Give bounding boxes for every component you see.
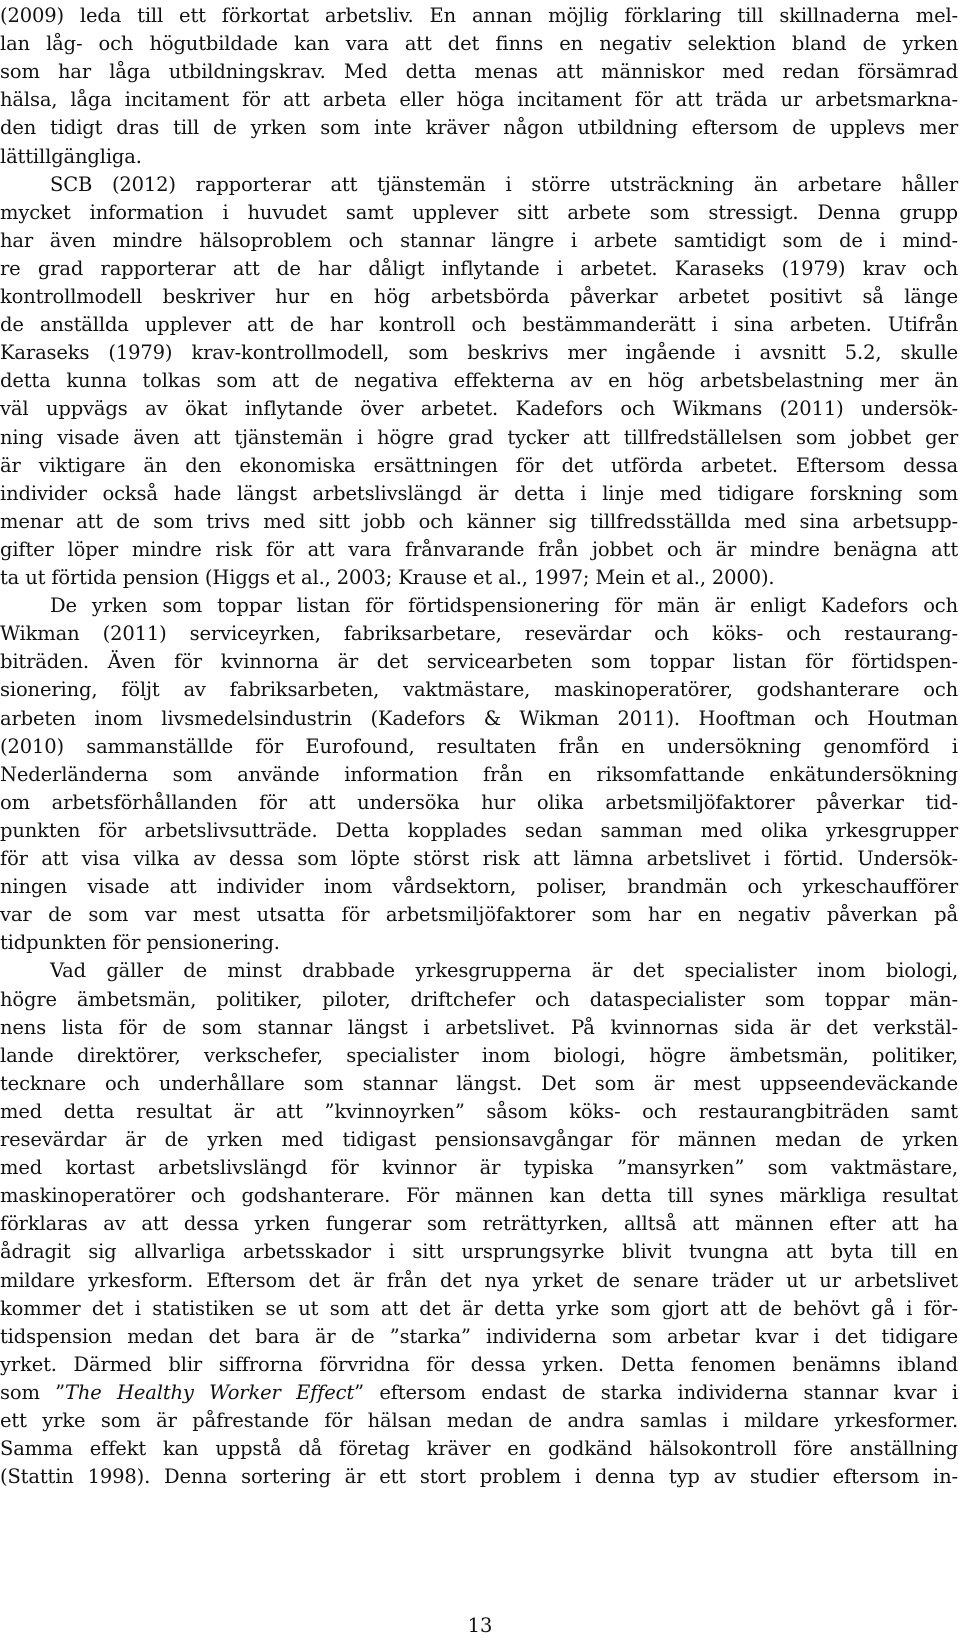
text-line: (2010) sammanställde för Eurofound, resultaten från en undersökning genomförd i (0, 734, 958, 758)
text-line: SCB (2012) rapporterar att tjänstemän i större utsträckning än arbetare håller (50, 172, 958, 196)
text-line: tidpunkten för pensionering. (0, 931, 280, 955)
text-line: mildare yrkesform. Eftersom det är från det nya yrket de senare träder ut ur arbetslivet (0, 1268, 958, 1292)
text-line: ning visade även att tjänstemän i högre grad tycker att tillfredställelsen som jobbet ger (0, 425, 958, 449)
text-line: lan låg- och högutbildade kan vara att det finns en negativ selektion bland de yrken (0, 32, 958, 56)
page-number: 13 (467, 1614, 493, 1637)
text-line: kommer det i statistiken se ut som att det är detta yrke som gjort att de behövt gå i för- (0, 1296, 958, 1320)
text-line: har även mindre hälsoproblem och stannar längre i arbete samtidigt som de i mind- (0, 228, 958, 252)
text-line: hälsa, låga incitament för att arbeta eller höga incitament för att träda ur arbetsmarkna- (0, 88, 958, 112)
text-line: menar att de som trivs med sitt jobb och känner sig tillfredsställda med sina arbetsupp- (0, 509, 958, 533)
text-line: lättillgängliga. (0, 144, 142, 168)
text-line: Karaseks (1979) krav-kontrollmodell, som beskrivs mer ingående i avsnitt 5.2, skulle (0, 341, 958, 365)
text-line: Wikman (2011) serviceyrken, fabriksarbetare, resevärdar och köks- och restaurang- (0, 622, 958, 646)
text-line: de anställda upplever att de har kontroll och bestämmanderätt i sina arbeten. Utifrån (0, 313, 958, 337)
text-line: individer också hade längst arbetslivslängd är detta i linje med tidigare forskning som (0, 481, 958, 505)
text-line: den tidigt dras till de yrken som inte kräver någon utbildning eftersom de upplevs mer (0, 116, 958, 140)
text-line: yrket. Därmed blir siffrorna förvridna för dessa yrken. Detta fenomen benämns ibland (0, 1352, 958, 1376)
text-line: mycket information i huvudet samt upplever sitt arbete som stressigt. Denna grupp (0, 200, 958, 224)
text-line: punkten för arbetslivsutträde. Detta kopplades sedan samman med olika yrkesgrupper (0, 818, 958, 842)
text-line: förklaras av att dessa yrken fungerar som reträttyrken, alltså att männen efter att ha (0, 1212, 958, 1236)
text-line: med kortast arbetslivslängd för kvinnor är typiska ”mansyrken” som vaktmästare, (0, 1156, 958, 1180)
text-line: om arbetsförhållanden för att undersöka hur olika arbetsmiljöfaktorer påverkar tid- (0, 790, 958, 814)
text-line: ådragit sig allvarliga arbetsskador i sitt ursprungsyrke blivit tvungna att byta till en (0, 1240, 958, 1264)
text-line: högre ämbetsmän, politiker, piloter, driftchefer och dataspecialister som toppar män- (0, 987, 958, 1011)
text-line: re grad rapporterar att de har dåligt inflytande i arbetet. Karaseks (1979) krav och (0, 256, 958, 280)
text-line: Nederländerna som använde information från en riksomfattande enkätundersökning (0, 762, 958, 786)
text-line: Samma effekt kan uppstå då företag kräver en godkänd hälsokontroll före anställning (0, 1437, 958, 1461)
text-line: för att visa vilka av dessa som löpte störst risk att lämna arbetslivet i förtid. Undersök- (0, 847, 958, 870)
text-line: ta ut förtida pension (Higgs et al., 2003; Krause et al., 1997; Mein et al., 2000). (0, 566, 775, 589)
text-line: Vad gäller de minst drabbade yrkesgrupperna är det specialister inom biologi, (50, 959, 958, 983)
text-line: väl uppvägs av ökat inflytande över arbetet. Kadefors och Wikmans (2011) undersök- (0, 397, 958, 421)
text-line: maskinoperatörer och godshanterare. För männen kan detta till synes märkliga resultat (0, 1184, 958, 1208)
text-line: arbeten inom livsmedelsindustrin (Kadefors & Wikman 2011). Hooftman och Houtman (0, 706, 958, 730)
text-line: som har låga utbildningskrav. Med detta menas att människor med redan försämrad (0, 60, 958, 84)
text-line: ningen visade att individer inom vårdsektorn, poliser, brandmän och yrkeschaufförer (0, 875, 958, 899)
text-line: (2009) leda till ett förkortat arbetsliv. En annan möjlig förklaring till skillnaderna mel- (0, 4, 958, 27)
text-line: kontrollmodell beskriver hur en hög arbetsbörda påverkar arbetet positivt så länge (0, 285, 958, 308)
text-line: lande direktörer, verkschefer, specialister inom biologi, högre ämbetsmän, politiker, (0, 1043, 958, 1067)
text-line: gifter löper mindre risk för att vara frånvarande från jobbet och är mindre benägna att (0, 537, 958, 561)
text-line: sionering, följt av fabriksarbeten, vaktmästare, maskinoperatörer, godshanterare och (0, 678, 958, 702)
text-line: nens lista för de som stannar längst i arbetslivet. På kvinnornas sida är det verkstäl- (0, 1015, 958, 1039)
text-line: De yrken som toppar listan för förtidspensionering för män är enligt Kadefors och (50, 594, 958, 618)
text-line: som ”The Healthy Worker Effect” eftersom endast de starka individerna stannar kvar i (0, 1380, 958, 1404)
text-line: resevärdar är de yrken med tidigast pensionsavgångar för männen medan de yrken (0, 1128, 958, 1151)
text-line: är viktigare än den ekonomiska ersättningen för det utförda arbetet. Eftersom dessa (0, 453, 958, 477)
text-line: ett yrke som är påfrestande för hälsan medan de andra samlas i mildare yrkesformer. (0, 1409, 958, 1432)
text-line: (Stattin 1998). Denna sortering är ett stort problem i denna typ av studier eftersom in- (0, 1465, 958, 1489)
text-line: tidspension medan det bara är de ”starka” individerna som arbetar kvar i det tidigare (0, 1324, 958, 1348)
text-line: var de som var mest utsatta för arbetsmiljöfaktorer som har en negativ påverkan på (0, 903, 958, 927)
text-line: med detta resultat är att ”kvinnoyrken” såsom köks- och restaurangbiträden samt (0, 1099, 958, 1123)
text-line: tecknare och underhållare som stannar längst. Det som är mest uppseendeväckande (0, 1071, 958, 1095)
text-line: detta kunna tolkas som att de negativa effekterna av en hög arbetsbelastning mer än (0, 369, 958, 393)
text-line: biträden. Även för kvinnorna är det servicearbeten som toppar listan för förtidspen- (0, 650, 958, 674)
